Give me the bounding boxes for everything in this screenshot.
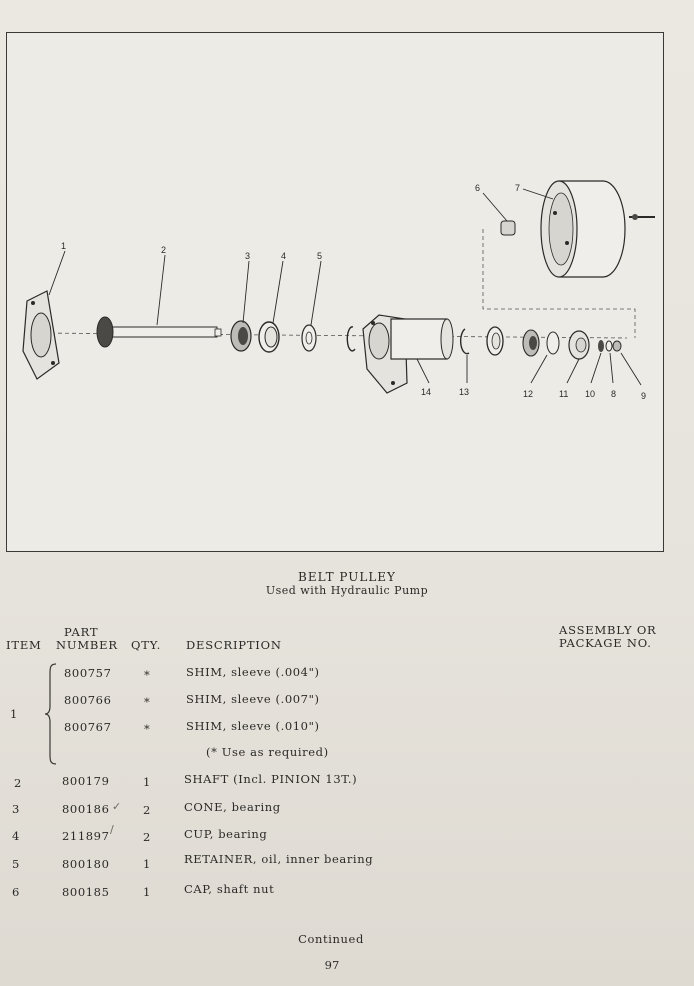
continued-note: Continued	[298, 932, 364, 946]
part-number: 800185	[62, 885, 110, 899]
callout-3: 3	[245, 251, 251, 261]
item-number: 1	[10, 707, 18, 721]
check-mark-icon: ✓	[112, 800, 122, 813]
housing-part	[363, 315, 453, 393]
callout-2: 2	[161, 245, 167, 255]
quantity: 1	[143, 857, 151, 871]
quantity: *	[144, 668, 151, 682]
part-number: 800757	[64, 666, 112, 680]
description: SHIM, sleeve (.007")	[186, 692, 320, 706]
callout-14: 14	[421, 387, 432, 397]
quantity: 1	[143, 885, 151, 899]
col-assembly-line2: PACKAGE NO.	[559, 636, 652, 650]
description: CAP, shaft nut	[184, 882, 275, 896]
section-subtitle: Used with Hydraulic Pump	[265, 584, 429, 597]
description: SHAFT (Incl. PINION 13T.)	[184, 772, 358, 786]
quantity: 2	[143, 803, 151, 817]
col-description: DESCRIPTION	[186, 638, 282, 652]
item-number: 3	[12, 802, 20, 816]
quantity: *	[144, 695, 151, 709]
col-part-line2: NUMBER	[56, 638, 118, 652]
part-number: 800186	[62, 802, 110, 816]
description: SHIM, sleeve (.010")	[186, 719, 320, 733]
item-number: 6	[12, 885, 20, 899]
callout-9: 9	[641, 391, 647, 401]
col-assembly-line1: ASSEMBLY OR	[559, 623, 657, 637]
col-item: ITEM	[6, 638, 42, 652]
part-number: 800180	[62, 857, 110, 871]
description: SHIM, sleeve (.004")	[186, 665, 320, 679]
pulley-part	[541, 181, 625, 277]
page-number: 97	[324, 958, 340, 972]
part-number: 800179	[62, 774, 110, 788]
col-qty: QTY.	[131, 638, 162, 652]
item-group-brace	[44, 662, 58, 766]
section-title: BELT PULLEY	[298, 570, 396, 584]
callout-4: 4	[281, 251, 287, 261]
item-number: 4	[12, 829, 20, 843]
quantity: *	[144, 722, 151, 736]
description: CUP, bearing	[184, 827, 268, 841]
callout-5: 5	[317, 251, 323, 261]
callout-7: 7	[515, 183, 521, 193]
callout-11: 11	[559, 389, 569, 399]
part-number: 800767	[64, 720, 112, 734]
callout-12: 12	[523, 389, 534, 399]
description: CONE, bearing	[184, 800, 281, 814]
description-note: (* Use as required)	[206, 745, 329, 759]
item-number: 5	[12, 857, 20, 871]
quantity: 1	[143, 775, 151, 789]
item-number: 2	[14, 776, 22, 790]
quantity: 2	[143, 830, 151, 844]
callout-8: 8	[611, 389, 617, 399]
callout-6: 6	[475, 183, 481, 193]
part-number: 800766	[64, 693, 112, 707]
callout-13: 13	[459, 387, 470, 397]
description: RETAINER, oil, inner bearing	[184, 852, 374, 866]
check-mark-icon: ∕	[110, 823, 114, 836]
belt-pulley-exploded-diagram	[7, 33, 663, 551]
shim-plate-part	[23, 291, 59, 379]
oil-retainer-part	[302, 325, 316, 351]
bearing-cone-part	[231, 321, 251, 351]
shaft-part	[97, 317, 221, 347]
callout-10: 10	[585, 389, 596, 399]
col-part-line1: PART	[64, 625, 99, 639]
exploded-view-figure	[6, 32, 664, 552]
bearing-cup-part	[259, 322, 279, 352]
part-number: 211897	[62, 829, 110, 843]
callout-1: 1	[61, 241, 67, 251]
